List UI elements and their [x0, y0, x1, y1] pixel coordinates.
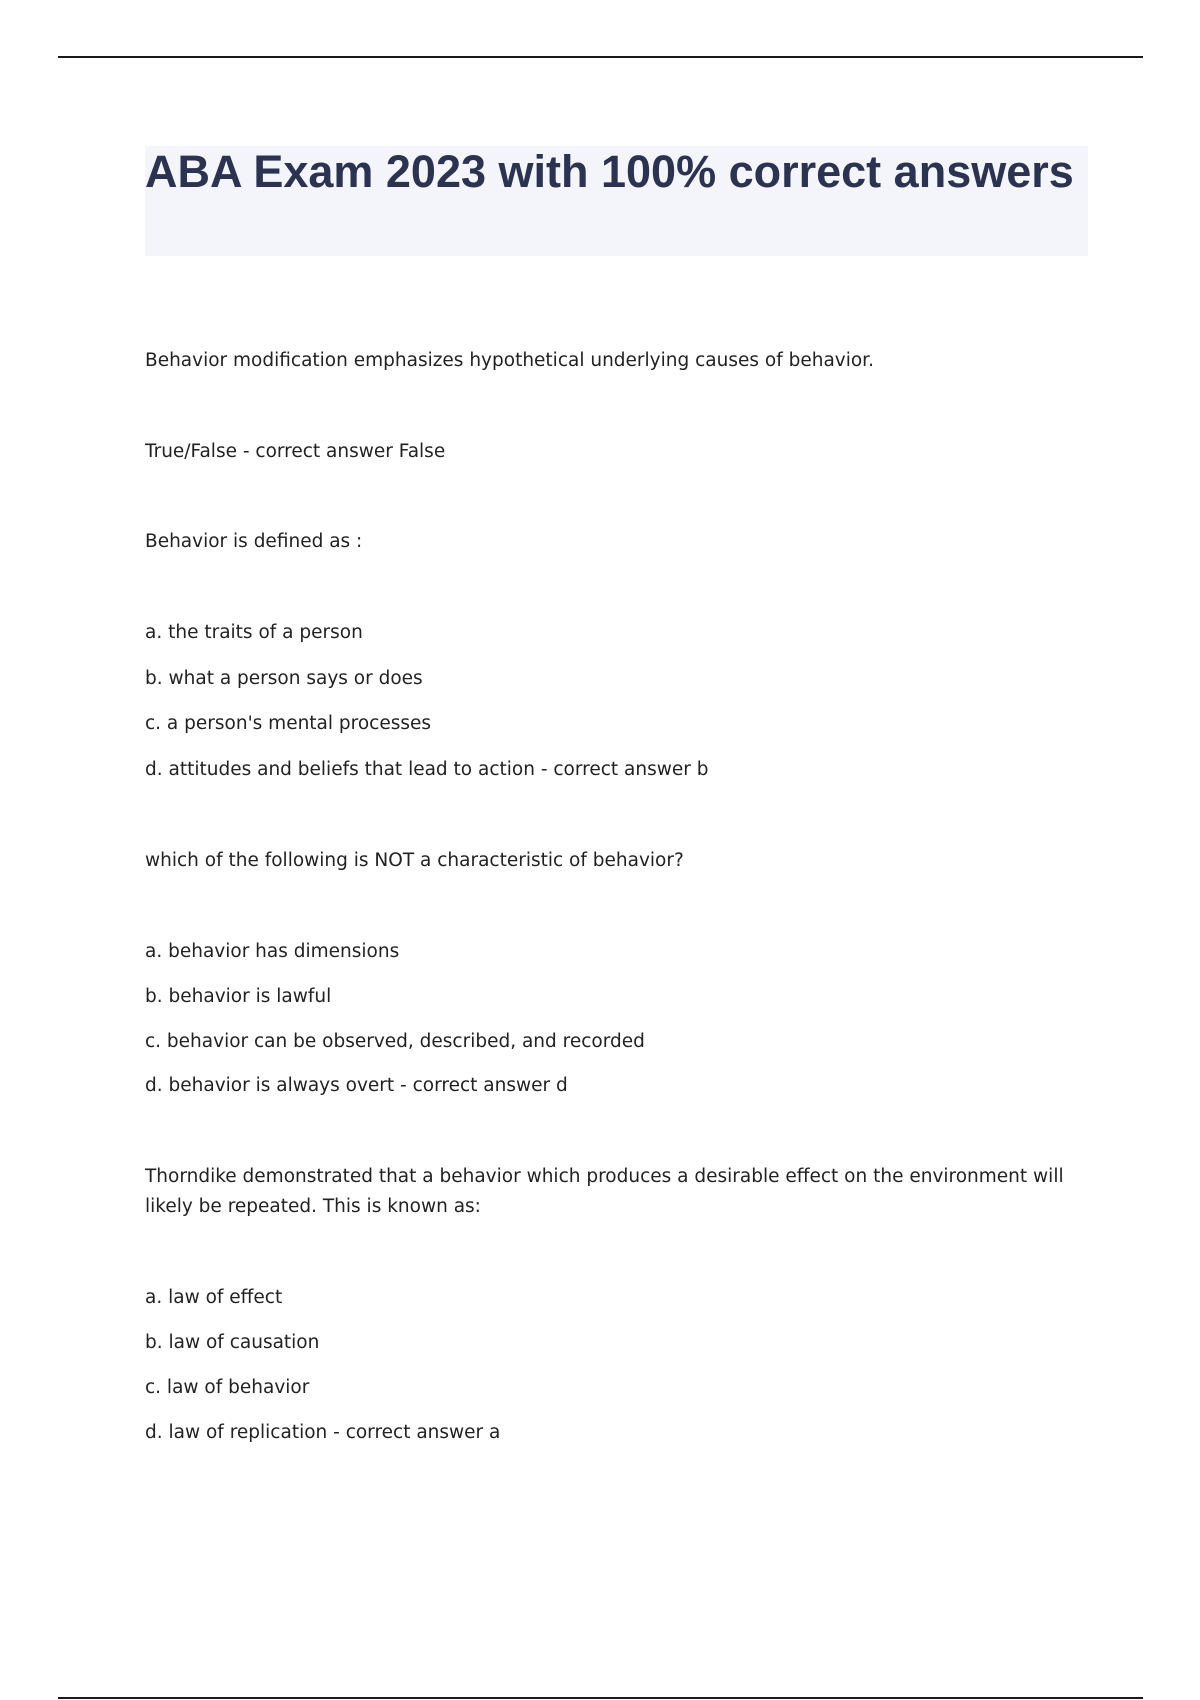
question-3-option-b: b. behavior is lawful	[145, 986, 332, 1007]
bottom-rule	[58, 1697, 1143, 1699]
page-title: ABA Exam 2023 with 100% correct answers	[145, 146, 1074, 197]
question-4-text: Thorndike demonstrated that a behavior which produces a desirable effect on the environment will likely be repeated. This is known as:	[145, 1166, 1064, 1217]
question-2-option-b: b. what a person says or does	[145, 668, 423, 689]
question-1-answer: True/False - correct answer False	[145, 441, 446, 462]
question-2-option-d: d. attitudes and beliefs that lead to action - correct answer b	[145, 759, 709, 780]
question-3-option-d: d. behavior is always overt - correct answer d	[145, 1075, 568, 1096]
question-4-option-d: d. law of replication - correct answer a	[145, 1422, 501, 1443]
question-4-option-c: c. law of behavior	[145, 1377, 310, 1398]
question-3-option-a: a. behavior has dimensions	[145, 941, 400, 962]
question-4-option-b: b. law of causation	[145, 1332, 320, 1353]
question-4-option-a: a. law of effect	[145, 1287, 283, 1308]
question-3-option-c: c. behavior can be observed, described, and recorded	[145, 1031, 645, 1052]
top-rule	[58, 56, 1143, 58]
question-3-text: which of the following is NOT a characteristic of behavior?	[145, 850, 684, 871]
question-2-option-a: a. the traits of a person	[145, 622, 363, 643]
question-1-text: Behavior modification emphasizes hypothetical underlying causes of behavior.	[145, 350, 874, 371]
question-2-option-c: c. a person's mental processes	[145, 713, 432, 734]
question-2-text: Behavior is defined as :	[145, 531, 363, 552]
